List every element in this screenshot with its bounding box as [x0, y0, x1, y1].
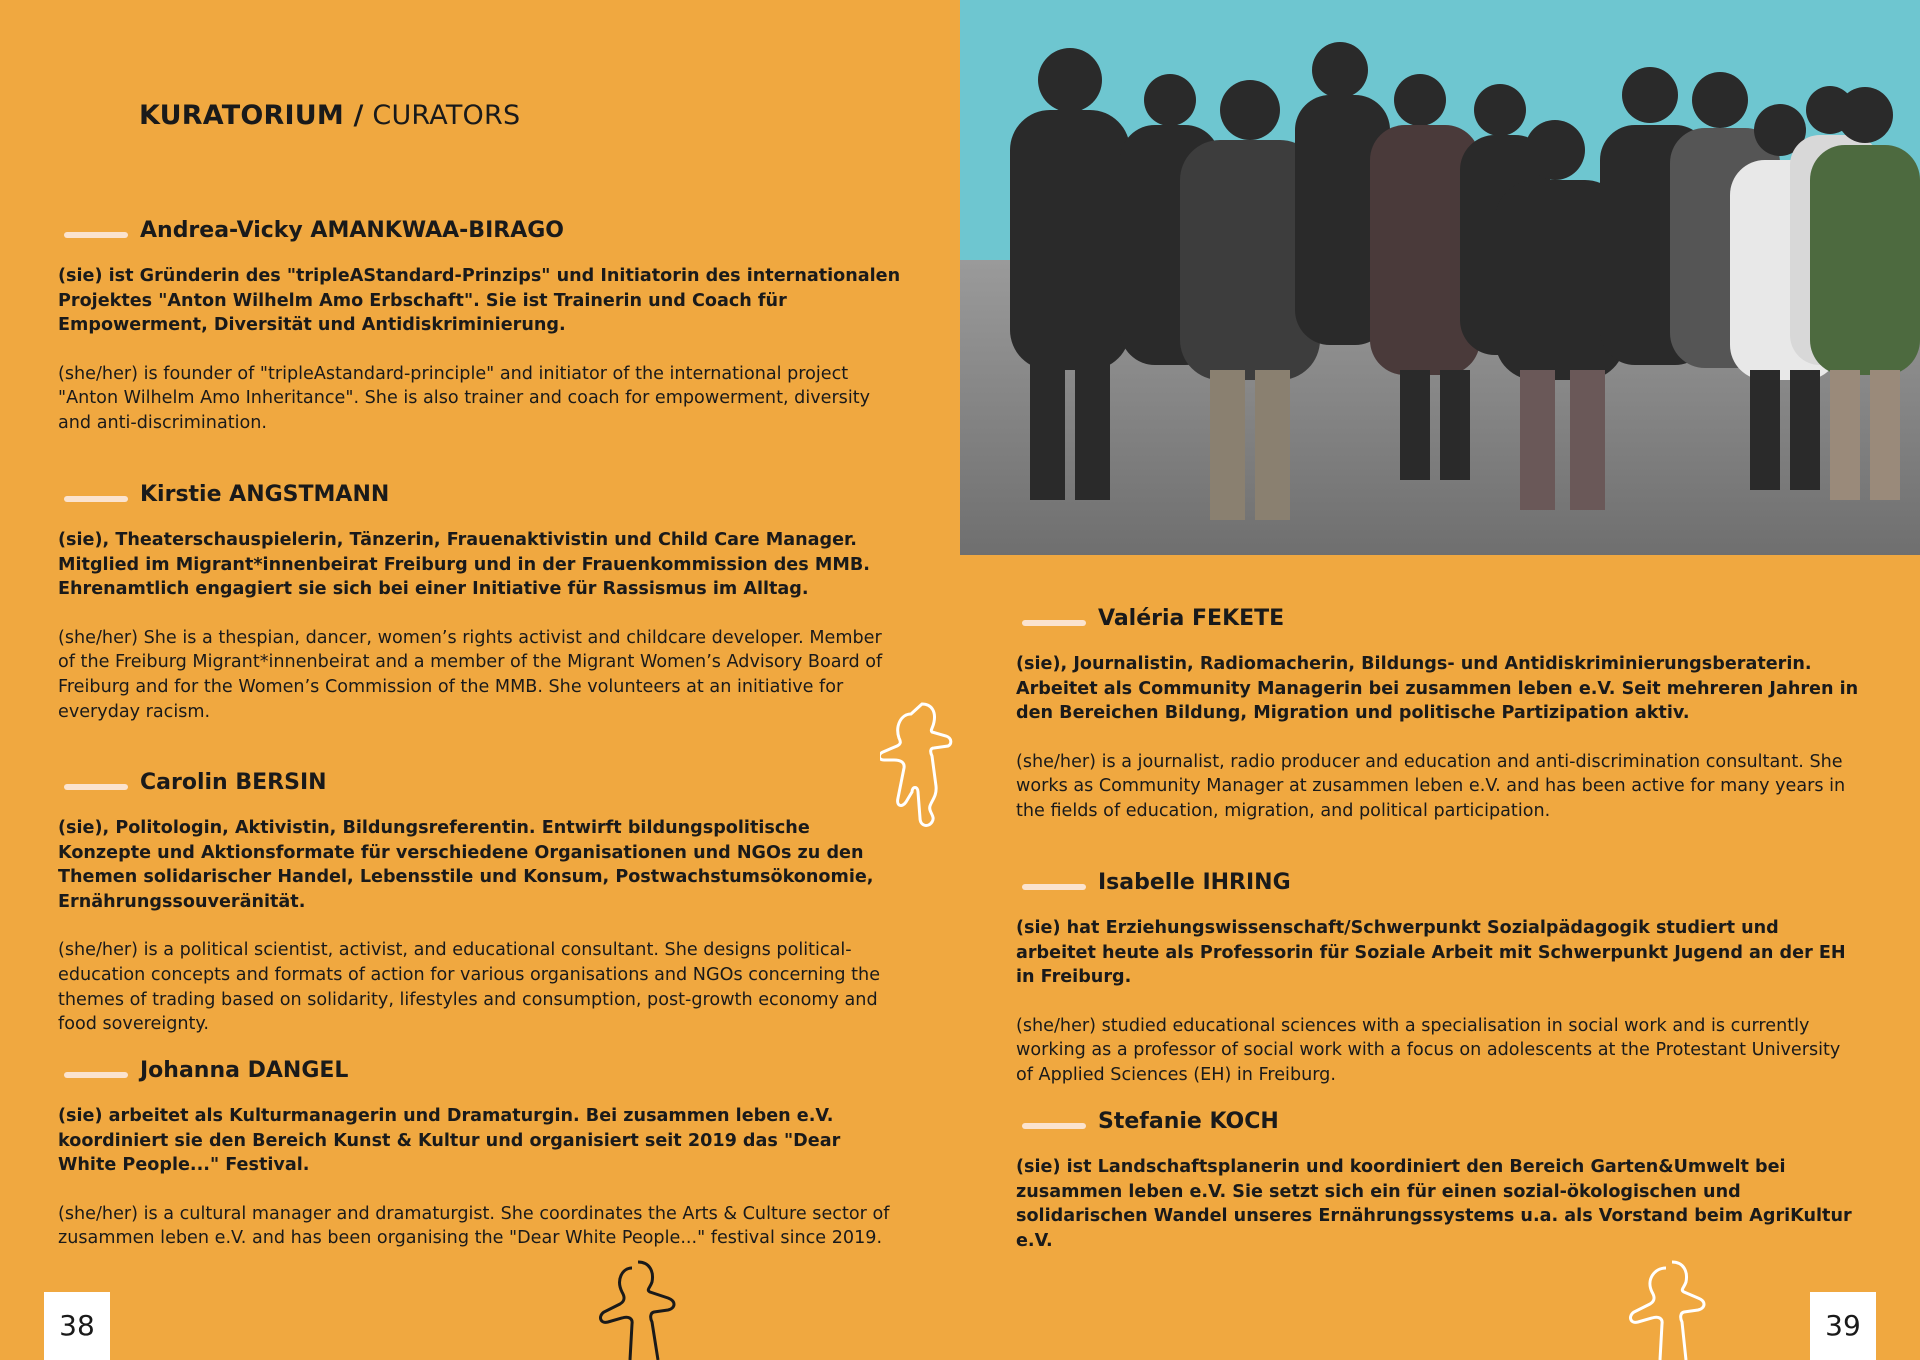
curator-bio-de: (sie) arbeitet als Kulturmanagerin und Dramaturgin. Bei zusammen leben e.V. koordiniert sie den Bereich Kunst & Kultur und organisiert seit 2019 das "Dear White People..." Festival.	[58, 1106, 841, 1176]
curator-bio-en: (she/her) is a journalist, radio producer and education and anti-discrimination consultant. She works as Community Manager at zusammen leben e.V. and has been active for many years in the fields of education, migration, and political participation.	[1016, 751, 1846, 821]
curator-bio-de: (sie) ist Landschaftsplanerin und koordiniert den Bereich Garten&Umwelt bei zusammen leben e.V. Sie setzt sich ein für einen sozial-ökologischen und solidarischen Wandel unseres Ernährungssystems u.a. als Vorstand beim AgriKultur e.V.	[1016, 1157, 1852, 1251]
curator-name: Andrea-Vicky AMANKWAA-BIRAGO	[140, 218, 564, 243]
curator-entry-6	[1016, 870, 1862, 1088]
curator-bio-de: (sie) ist Gründerin des "tripleAStandard-Prinzips" und Initiatorin des internationalen Projektes "Anton Wilhelm Amo Erbschaft". Sie ist Trainerin und Coach für Empowerment, Diversität und Antidiskriminierung.	[58, 266, 901, 336]
group-photo	[960, 0, 1920, 555]
figure-outline-icon	[590, 1258, 690, 1360]
curator-name: Isabelle IHRING	[1098, 870, 1291, 895]
page-heading	[139, 100, 520, 131]
curator-entry-1	[58, 218, 903, 436]
figure-outline-icon	[880, 700, 960, 840]
heading-light: CURATORS	[363, 100, 521, 131]
curator-name: Carolin BERSIN	[140, 770, 327, 795]
curator-entry-7	[1016, 1109, 1862, 1253]
dash-decoration	[64, 1072, 128, 1078]
curator-entry-4	[58, 1058, 903, 1251]
curator-entry-5	[1016, 606, 1862, 824]
dash-decoration	[1022, 620, 1086, 626]
page-number-right: 39	[1810, 1292, 1876, 1360]
curator-bio-en: (she/her) is founder of "tripleAstandard-principle" and initiator of the international project "Anton Wilhelm Amo Inheritance". She is also trainer and coach for empowerment, diversity and anti-discrimination.	[58, 363, 871, 433]
curator-bio-en: (she/her) is a political scientist, activist, and educational consultant. She designs political-education concepts and formats of action for various organisations and NGOs concerning the themes of trading based on solidarity, lifestyles and consumption, post-growth economy and food sovereignty.	[58, 940, 881, 1035]
curator-bio-en: (she/her) She is a thespian, dancer, women’s rights activist and childcare developer. Member of the Freiburg Migrant*innenbeirat and a member of the Migrant Women’s Advisory Board of Freiburg and for the Women’s Commission of the MMB. She volunteers at an initiative for everyday racism.	[58, 627, 883, 722]
dash-decoration	[64, 496, 128, 502]
curator-bio-de: (sie), Politologin, Aktivistin, Bildungsreferentin. Entwirft bildungspolitische Konzepte und Aktionsformate für verschiedene Organisationen und NGOs zu den Themen solidarischer Handel, Lebensstile und Konsum, Postwachstumsökonomie, Ernährungssouveränität.	[58, 818, 874, 912]
dash-decoration	[1022, 1123, 1086, 1129]
dash-decoration	[64, 232, 128, 238]
curator-entry-2	[58, 482, 903, 724]
curator-bio-en: (she/her) studied educational sciences with a specialisation in social work and is currently working as a professor of social work with a focus on adolescents at the Protestant University of Applied Sciences (EH) in Freiburg.	[1016, 1015, 1841, 1085]
curator-name: Stefanie KOCH	[1098, 1109, 1279, 1134]
dash-decoration	[1022, 884, 1086, 890]
curator-bio-de: (sie) hat Erziehungswissenschaft/Schwerpunkt Sozialpädagogik studiert und arbeitet heute als Professorin für Soziale Arbeit mit Schwerpunkt Jugend an der EH in Freiburg.	[1016, 918, 1846, 988]
group-people-illustration	[960, 0, 1920, 555]
curator-name: Kirstie ANGSTMANN	[140, 482, 390, 507]
curator-name: Valéria FEKETE	[1098, 606, 1285, 631]
heading-bold: KURATORIUM /	[139, 100, 364, 131]
dash-decoration	[64, 784, 128, 790]
curator-bio-en: (she/her) is a cultural manager and dramaturgist. She coordinates the Arts & Culture sector of zusammen leben e.V. and has been organising the "Dear White People..." festival since 2019.	[58, 1203, 890, 1249]
curator-name: Johanna DANGEL	[140, 1058, 349, 1083]
page-number-left: 38	[44, 1292, 110, 1360]
curator-bio-de: (sie), Journalistin, Radiomacherin, Bildungs- und Antidiskriminierungsberaterin. Arbeitet als Community Managerin bei zusammen leben e.V. Seit mehreren Jahren in den Bereichen Bildung, Migration und politische Partizipation aktiv.	[1016, 654, 1859, 724]
figure-outline-icon	[1620, 1258, 1720, 1360]
curator-bio-de: (sie), Theaterschauspielerin, Tänzerin, Frauenaktivistin und Child Care Manager. Mitglied im Migrant*innenbeirat Freiburg und in der Frauenkommission des MMB. Ehrenamtlich engagiert sie sich bei einer Initiative für Rassismus im Alltag.	[58, 530, 870, 600]
curator-entry-3	[58, 770, 903, 1037]
